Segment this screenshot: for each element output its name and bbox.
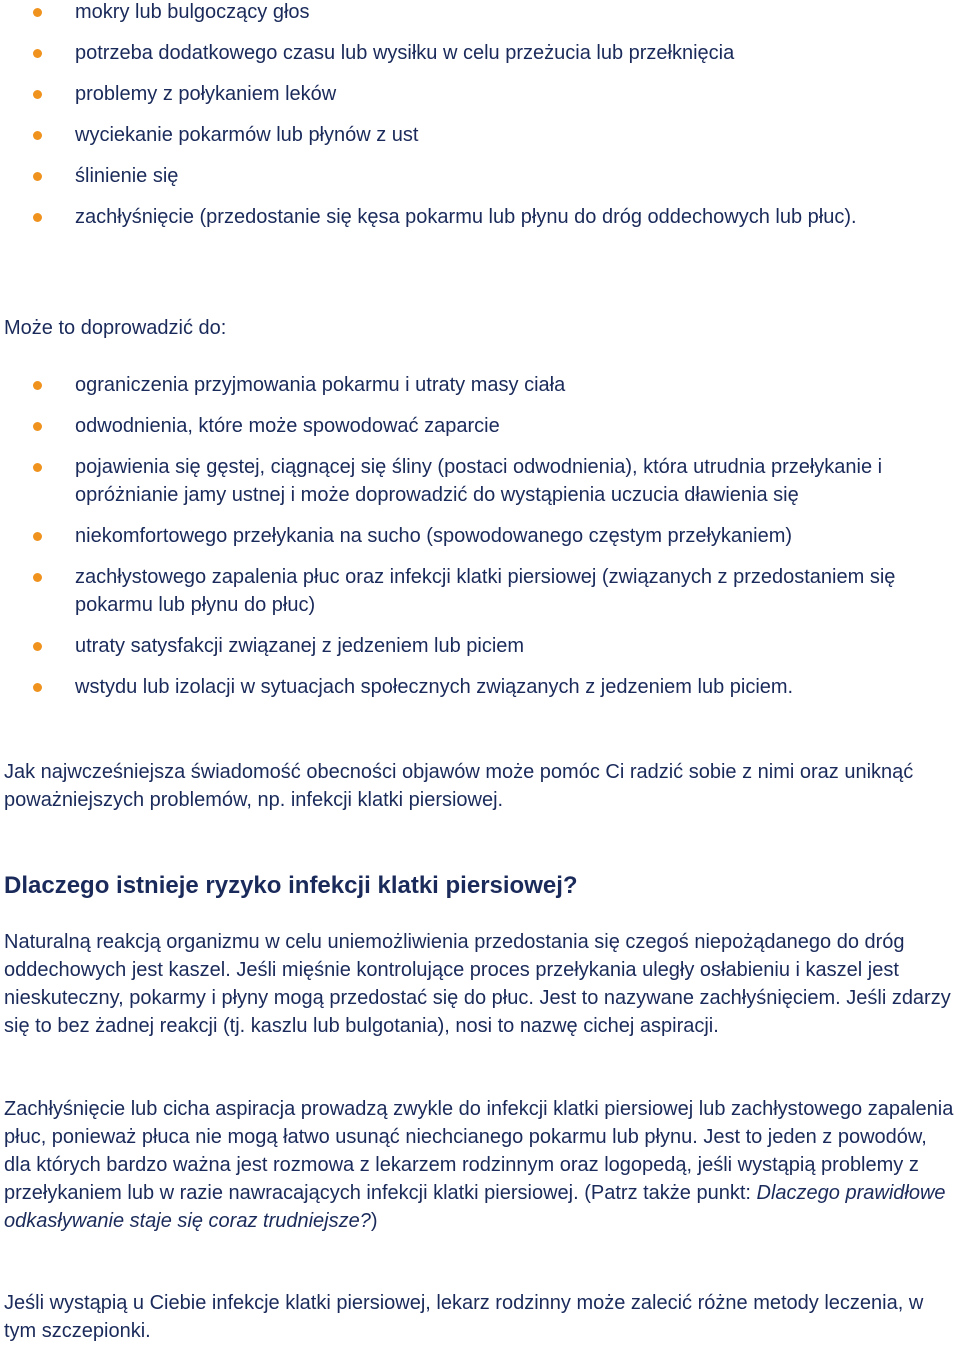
cross-reference-title: Dlaczego prawidłowe odkasływanie staje się coraz trudniejsze? <box>4 1182 946 1232</box>
list-item <box>0 371 960 399</box>
bullet-icon <box>33 422 42 431</box>
bullet-icon <box>33 90 42 99</box>
bullet-icon <box>33 381 42 390</box>
list-item-text: odwodnienia, które może spowodować zaparcie <box>75 415 500 437</box>
list-item-text: mokry lub bulgoczący głos <box>75 1 310 23</box>
list-item-text: wyciekanie pokarmów lub płynów z ust <box>75 124 419 146</box>
list-item-text: utraty satysfakcji związanej z jedzeniem lub piciem <box>75 635 525 657</box>
list-item <box>0 39 960 67</box>
list-item <box>0 563 960 619</box>
list-item <box>0 412 960 440</box>
list-item-text: ślinienie się <box>75 165 179 187</box>
list-item <box>0 121 960 149</box>
list-item <box>0 522 960 550</box>
aspiration-paragraph-text: Zachłyśnięcie lub cicha aspiracja prowadzą zwykle do infekcji klatki piersiowej lub zachłystowego zapalenia płuc, ponieważ płuca nie mogą łatwo usunąć niechcianego pokarmu lub płynu. Jest to jeden z powodów, dla których bardzo ważna jest rozmowa z lekarzem rodzinnym oraz logopedą, jeśli wystąpią problemy z przełykaniem lub w razie nawracających infekcji klatki piersiowej. (Patrz także punkt: <box>4 1098 954 1204</box>
bullet-icon <box>33 213 42 222</box>
list-item-text: pojawienia się gęstej, ciągnącej się śliny (postaci odwodnienia), która utrudnia przełykanie i opróżnianie jamy ustnej i może doprowadzić do wystąpienia uczucia dławienia się <box>75 456 883 506</box>
consequences-list <box>0 371 960 714</box>
aspiration-paragraph <box>4 1095 958 1235</box>
awareness-paragraph: Jak najwcześniejsza świadomość obecności objawów może pomóc Ci radzić sobie z nimi oraz uniknąć poważniejszych problemów, np. infekcji klatki piersiowej. <box>4 761 914 811</box>
bullet-icon <box>33 642 42 651</box>
bullet-icon <box>33 683 42 692</box>
list-item <box>0 0 960 26</box>
bullet-icon <box>33 463 42 472</box>
list-item <box>0 632 960 660</box>
reaction-paragraph: Naturalną reakcją organizmu w celu uniemożliwienia przedostania się czegoś niepożądanego do dróg oddechowych jest kaszel. Jeśli mięśnie kontrolujące proces przełykania uległy osłabieniu i kaszel jest nieskuteczny, pokarmy i płyny mogą przedostać się do płuc. Jest to nazywane zachłyśnięciem. Jeśli zdarzy się to bez żadnej reakcji (tj. kaszlu lub bulgotania), nosi to nazwę cichej aspiracji. <box>4 931 951 1037</box>
list-item-text: potrzeba dodatkowego czasu lub wysiłku w celu przeżucia lub przełknięcia <box>75 42 735 64</box>
list-item-text: ograniczenia przyjmowania pokarmu i utraty masy ciała <box>75 374 566 396</box>
list-item <box>0 80 960 108</box>
list-item-text: niekomfortowego przełykania na sucho (spowodowanego częstym przełykaniem) <box>75 525 793 547</box>
list-item <box>0 203 960 231</box>
bullet-icon <box>33 49 42 58</box>
list-item-text: zachłyśnięcie (przedostanie się kęsa pokarmu lub płynu do dróg oddechowych lub płuc). <box>75 206 857 228</box>
list-item-text: zachłystowego zapalenia płuc oraz infekcji klatki piersiowej (związanych z przedostaniem się pokarmu lub płynu do płuc) <box>75 566 896 616</box>
bullet-icon <box>33 8 42 17</box>
aspiration-paragraph-end: ) <box>370 1210 378 1232</box>
section-heading: Dlaczego istnieje ryzyko infekcji klatki piersiowej? <box>4 872 578 899</box>
treatment-paragraph: Jeśli wystąpią u Ciebie infekcje klatki piersiowej, lekarz rodzinny może zalecić różne metody leczenia, w tym szczepionki. <box>4 1292 924 1342</box>
bullet-icon <box>33 131 42 140</box>
bullet-icon <box>33 573 42 582</box>
list-item-text: problemy z połykaniem leków <box>75 83 337 105</box>
list-item <box>0 162 960 190</box>
lead-in-text: Może to doprowadzić do: <box>4 317 227 339</box>
bullet-icon <box>33 172 42 181</box>
list-item <box>0 673 960 701</box>
list-item <box>0 453 960 509</box>
bullet-icon <box>33 532 42 541</box>
list-item-text: wstydu lub izolacji w sytuacjach społecznych związanych z jedzeniem lub piciem. <box>75 676 794 698</box>
symptoms-list <box>0 0 960 244</box>
